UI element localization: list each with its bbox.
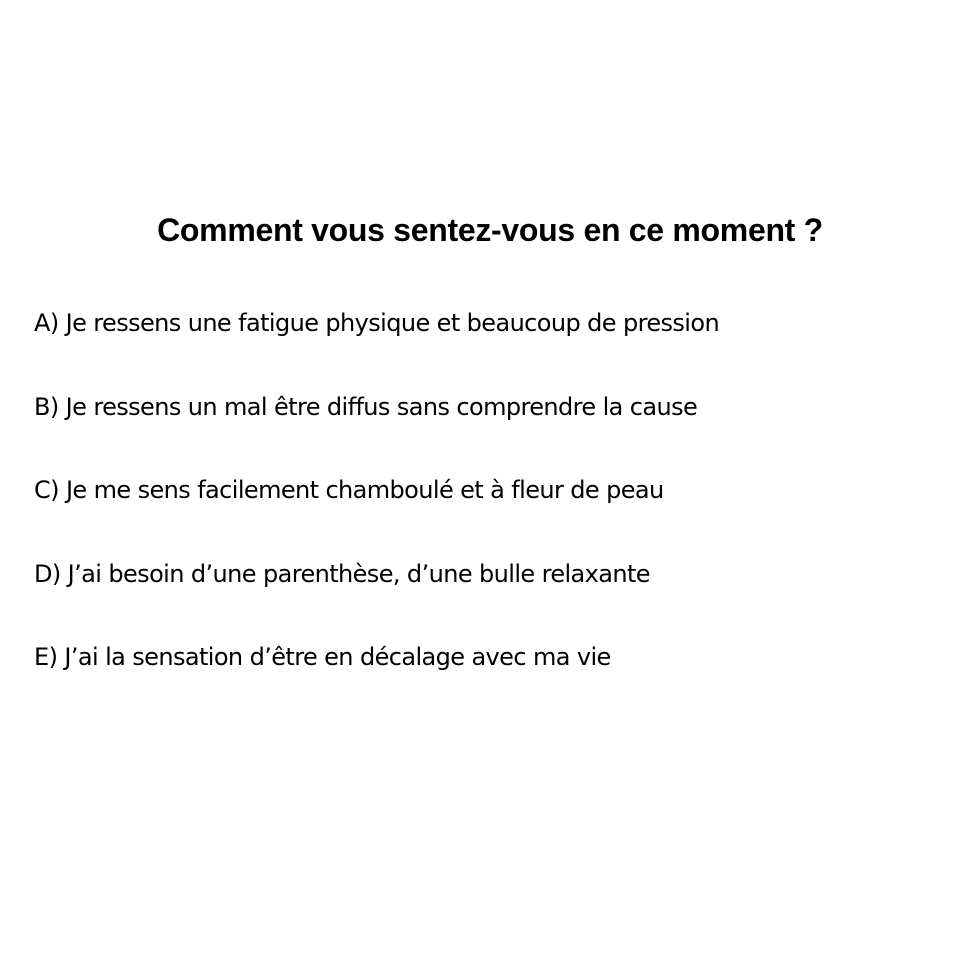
option-c[interactable]: C) Je me sens facilement chamboulé et à fleur de peau	[34, 476, 664, 504]
option-a[interactable]: A) Je ressens une fatigue physique et beaucoup de pression	[34, 309, 720, 337]
question-title: Comment vous sentez-vous en ce moment ?	[157, 212, 823, 248]
option-e[interactable]: E) J’ai la sensation d’être en décalage avec ma vie	[34, 643, 611, 671]
option-d[interactable]: D) J’ai besoin d’une parenthèse, d’une bulle relaxante	[34, 559, 650, 588]
option-b[interactable]: B) Je ressens un mal être diffus sans comprendre la cause	[34, 392, 698, 421]
answer-options-list	[34, 303, 954, 721]
